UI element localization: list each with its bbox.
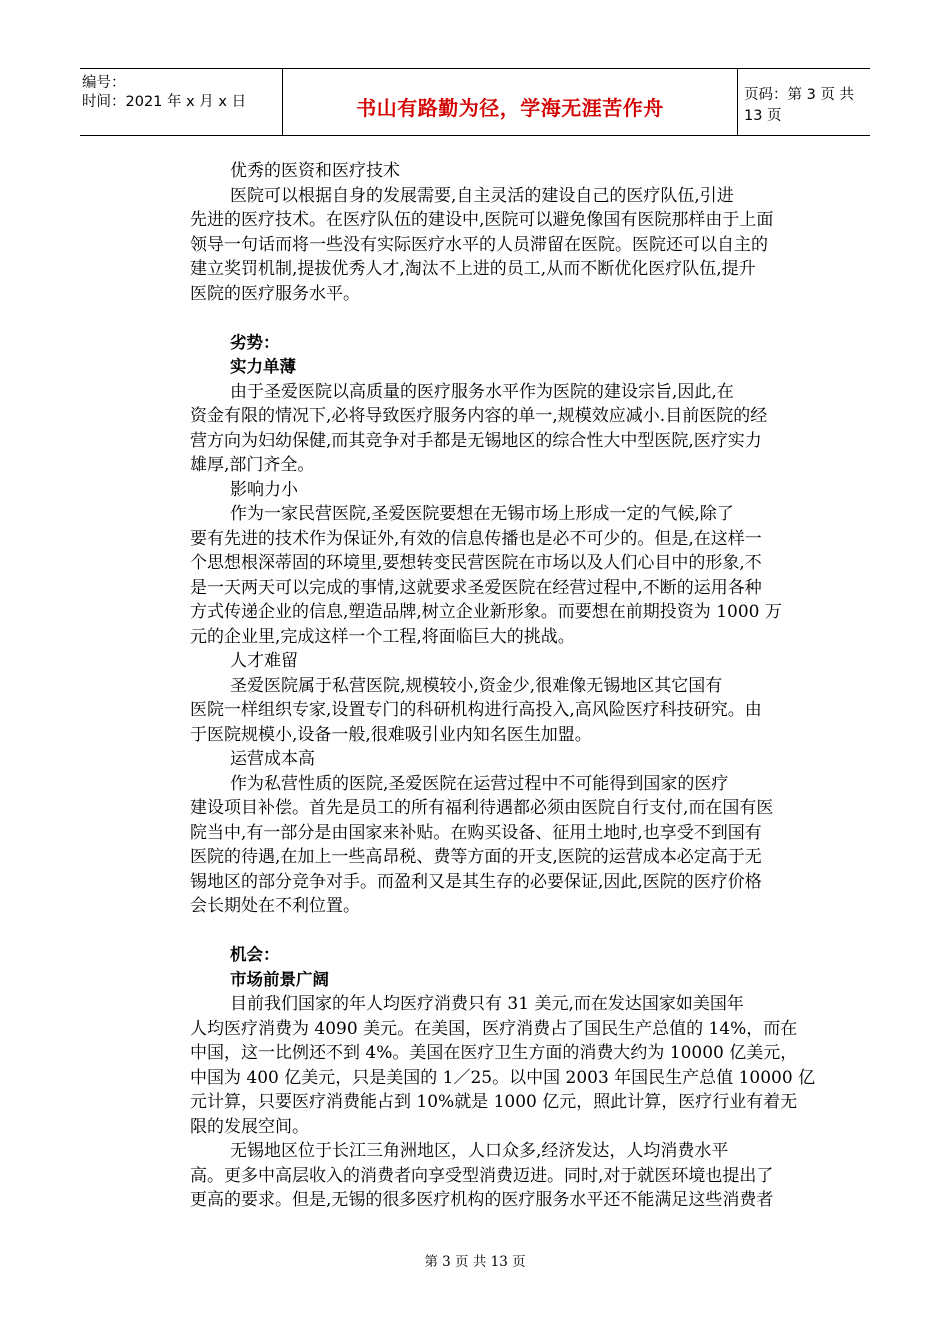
weakness-subheading: 运营成本高 — [230, 749, 315, 769]
paragraph-line: 医院的医疗服务水平。 — [190, 283, 360, 304]
paragraph-line: 更高的要求。但是,无锡的很多医疗机构的医疗服务水平还不能满足这些消费者 — [190, 1190, 774, 1210]
paragraph-line: 会长期处在不利位置。 — [190, 896, 360, 916]
paragraph-line: 先进的医疗技术。在医疗队伍的建设中,医院可以避免像国有医院那样由于上面 — [190, 210, 774, 230]
weakness-subheading: 影响力小 — [230, 479, 298, 500]
paragraph-line: 作为一家民营医院,圣爱医院要想在无锡市场上形成一定的气候,除了 — [230, 504, 734, 524]
paragraph-line: 元计算，只要医疗消费能占到 10%就是 1000 亿元，照此计算，医疗行业有着无 — [190, 1092, 798, 1112]
header-motto-cell — [282, 69, 738, 135]
paragraph-line: 目前我们国家的年人均医疗消费只有 31 美元,而在发达国家如美国年 — [230, 994, 744, 1014]
paragraph-line: 于医院规模小,设备一般,很难吸引业内知名医生加盟。 — [190, 724, 592, 745]
paragraph-line: 元的企业里,完成这样一个工程,将面临巨大的挑战。 — [190, 626, 575, 647]
opportunity-subheading: 市场前景广阔 — [230, 969, 329, 989]
paragraph-line: 要有先进的技术作为保证外,有效的信息传播也是必不可少的。但是,在这样一 — [190, 528, 762, 549]
paragraph-line: 由于圣爱医院以高质量的医疗服务水平作为医院的建设宗旨,因此,在 — [230, 381, 734, 402]
paragraph-line: 圣爱医院属于私营医院,规模较小,资金少,很难像无锡地区其它国有 — [230, 675, 723, 696]
paragraph-line: 建立奖罚机制,提拔优秀人才,淘汰不上进的员工,从而不断优化医疗队伍,提升 — [190, 259, 756, 279]
document-number-label: 编号： — [82, 75, 126, 91]
paragraph-line: 中国，这一比例还不到 4%。美国在医疗卫生方面的消费大约为 10000 亿美元， — [190, 1043, 798, 1063]
paragraph-line: 领导一句话而将一些没有实际医疗水平的人员滞留在医院。医院还可以自主的 — [190, 234, 768, 255]
paragraph-line: 雄厚,部门齐全。 — [190, 455, 315, 475]
page-header — [80, 68, 870, 136]
header-motto: 书山有路勤为径，学海无涯苦作舟 — [356, 95, 664, 120]
opportunity-title: 机会： — [230, 945, 280, 964]
paragraph-line: 中国为 400 亿美元，只是美国的 1／25。以中国 2003 年国民生产总值 10000 亿 — [190, 1067, 816, 1088]
paragraph-line: 医院的待遇,在加上一些高昂税、费等方面的开支,医院的运营成本必定高于无 — [190, 847, 762, 867]
page-footer: 第 3 页 共 13 页 — [424, 1254, 526, 1270]
weakness-title: 劣势： — [230, 332, 280, 352]
section-heading: 优秀的医资和医疗技术 — [230, 161, 400, 181]
document-body — [190, 159, 816, 1213]
weakness-subheading: 实力单薄 — [230, 357, 296, 376]
paragraph-line: 限的发展空间。 — [190, 1116, 309, 1137]
paragraph-line: 建设项目补偿。首先是员工的所有福利待遇都必须由医院自行支付,而在国有医 — [190, 798, 774, 818]
weakness-subheading: 人才难留 — [230, 651, 298, 671]
paragraph-line: 个思想根深蒂固的环境里,要想转变民营医院在市场以及人们心目中的形象,不 — [190, 553, 762, 573]
paragraph-line: 营方向为妇幼保健,而其竞争对手都是无锡地区的综合性大中型医院,医疗实力 — [190, 430, 762, 451]
paragraph-line: 锡地区的部分竞争对手。而盈利又是其生存的必要保证,因此,医院的医疗价格 — [190, 871, 762, 892]
paragraph-line: 医院可以根据自身的发展需要,自主灵活的建设自己的医疗队伍,引进 — [230, 185, 734, 206]
paragraph-line: 资金有限的情况下,必将导致医疗服务内容的单一,规模效应减小.目前医院的经 — [190, 406, 768, 426]
paragraph-line: 院当中,有一部分是由国家来补贴。在购买设备、征用土地时,也享受不到国有 — [190, 822, 762, 843]
paragraph-line: 是一天两天可以完成的事情,这就要求圣爱医院在经营过程中,不断的运用各种 — [190, 577, 762, 598]
header-meta — [80, 69, 282, 135]
paragraph-line: 作为私营性质的医院,圣爱医院在运营过程中不可能得到国家的医疗 — [230, 773, 729, 794]
document-date-label: 时间：2021 年 x 月 x 日 — [82, 94, 247, 110]
paragraph-line: 无锡地区位于长江三角洲地区，人口众多,经济发达，人均消费水平 — [230, 1141, 729, 1161]
paragraph-line: 人均医疗消费为 4090 美元。在美国，医疗消费占了国民生产总值的 14%，而在 — [190, 1018, 798, 1039]
paragraph-line: 高。更多中高层收入的消费者向享受型消费迈进。同时,对于就医环境也提出了 — [190, 1165, 774, 1186]
header-page-number: 页码：第 3 页 共 13 页 — [744, 87, 855, 124]
paragraph-line: 医院一样组织专家,设置专门的科研机构进行高投入,高风险医疗科技研究。由 — [190, 700, 762, 720]
paragraph-line: 方式传递企业的信息,塑造品牌,树立企业新形象。而要想在前期投资为 1000 万 — [190, 602, 782, 622]
